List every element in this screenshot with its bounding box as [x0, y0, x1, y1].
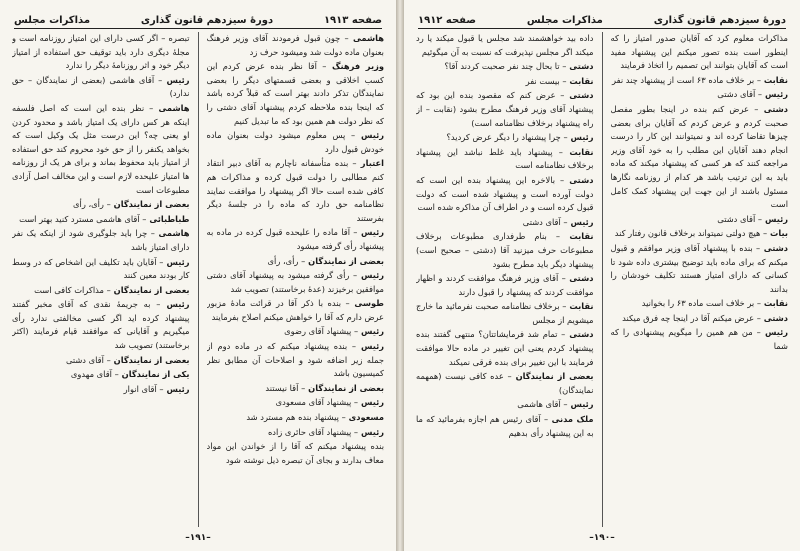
speaker-name: ملک مدنی [548, 414, 594, 425]
speech-text: – بنده با پیشنهاد آقای وزیر موافقم و قبول میکنم که برای ماده باید توضیح بیشتری داده شود تا کسانی که دارای امتیاز هستند تکلیف خودشان را بدانند [610, 242, 788, 294]
speech-text: – برخلاف نظامنامه صحبت نفرمائید ما خارج میشویم از مجلس [416, 301, 594, 325]
speech-paragraph [12, 383, 190, 397]
speech-text: – بالاخره این پیشنهاد بنده این است که دولت آورده است و پیشنهاد شده است که دولت قبول کرده است و در اطراف آن مذاکره شده است [416, 174, 594, 213]
speech-text: – پیشنهاد آقای رضوی [284, 326, 359, 337]
speech-text: – آقای انوار [123, 383, 164, 394]
speech-text: – بنده متأسفانه ناچارم به آقای دبیر انتقاد کنم مطالبی را دولت قبول کرده و مذاکرات هم کافی شده است حالا اگر پیشنهاد را موافقت نمایند نظامنامه حق دارد که ماده را در جلسهٔ دیگر بفرستند [206, 158, 384, 223]
speaker-name: هاشمی [154, 228, 190, 239]
left-page-right-column [207, 32, 385, 527]
speech-text: – تا بحال چند نفر صحبت کردند آقا؟ [444, 61, 567, 72]
speech-text: – آقای دشتی [717, 89, 763, 100]
right-page-left-column [416, 32, 594, 527]
speaker-name: دشتی [565, 329, 594, 340]
speaker-name: هاشمی [348, 33, 384, 43]
speaker-name: رئیس [356, 341, 384, 352]
speech-text: – آقای وزیر فرهنگ موافقت کردند و اظهار موافقت کردند که پیشنهاد را قبول دارند [416, 273, 594, 297]
speech-text: – آقای هاشمی (بعضی از نمایندگان – حق ندارد) [12, 74, 190, 99]
speech-text: مذاکرات معلوم کرد که آقایان صدور امتیاز را که اینطور است بنده تصور میکنم این پیشنهاد مفید است که آقایان بتوانند این تصمیم را اتخاذ فرمایند [610, 33, 788, 71]
speaker-name: دشتی [564, 174, 594, 185]
speech-paragraph [207, 426, 385, 440]
right-page [404, 0, 800, 551]
speaker-name: دشتی [564, 90, 594, 101]
speaker-name: بعضی از نمایندگان [110, 354, 190, 365]
speech-paragraph [416, 272, 594, 299]
speaker-name: نقابت [562, 146, 594, 157]
speech-paragraph [207, 157, 385, 225]
speech-text: – آقا ماده را علیحده قبول کرده در ماده به پیشنهاد رأی گرفته میشود [206, 227, 384, 251]
speech-text: – عرض کنم بنده در اینجا بطور مفصل صحبت کردم و عرض کردم که آقایان برای بعضی چیزها تقاضا کرده اند و نمیتوانند این کار را درست انجام دهند آقایان این مطلب را به خود آقای وزیر مراجعه کنند که هر کسی که پیشنهاد میکند که ماده باید به این ترتیب باشد هر کدام از روزنامه نگارها مسئول باشند از این جهت این پیشنهاد کمک کامل است [610, 103, 788, 210]
speaker-name: رئیس [357, 227, 384, 238]
speaker-name: رئیس [358, 326, 384, 337]
speech-paragraph [12, 256, 190, 283]
speech-paragraph [416, 398, 594, 412]
speech-text: – من هم همین را میگویم پیشنهادی را که شما [610, 327, 788, 352]
speech-paragraph [416, 300, 594, 327]
speech-text: – پیشنهاد آقای حائری زاده [267, 426, 359, 437]
left-page-left-column [12, 32, 190, 527]
speech-paragraph [416, 216, 594, 230]
speech-text: – عده کافی نیست (همهمه نمایندگان) [416, 371, 594, 395]
speech-text: – آقای مهدوی [70, 369, 119, 380]
speech-text: داده بید خواهشمند شد مجلس یا قبول میکند یا رد میکند اگر مجلس نپذیرفت که نسبت به آن میگوئیم [416, 33, 594, 57]
speaker-name: رئیس [760, 327, 788, 338]
speech-paragraph [611, 297, 789, 311]
speaker-name: بعضی از نمایندگان [110, 199, 190, 210]
speech-paragraph [12, 213, 190, 227]
speaker-name: رئیس [567, 132, 594, 143]
speech-text: – عرض کنم که مقصود بنده این بود که پیشنهاد آقای وزیر فرهنگ مطرح بشود (نقابت – از راه پیشنهاد برخلاف نظامنامه است) [416, 90, 594, 128]
speech-text: – بنده با ذکر آقا در قرائت مادهٔ مزبور عرض دارم که آقا را خواهش میکنم اصلاح بفرمایند [206, 298, 384, 322]
speech-paragraph [207, 255, 385, 269]
speech-text: – چرا باید جلوگیری شود از اینکه یک نفر دارای امتیاز باشد [12, 228, 190, 252]
speech-paragraph [416, 230, 594, 271]
speech-paragraph [207, 396, 385, 410]
left-page-columns [12, 32, 384, 527]
speech-text: – آقای هاشمی [517, 399, 568, 410]
left-page-header [14, 12, 382, 29]
speaker-name: رئیس [357, 270, 384, 281]
speech-paragraph [611, 326, 789, 353]
header-page-number: صفحه ۱۹۱۳ [323, 14, 382, 26]
speech-paragraph [611, 312, 789, 326]
speaker-name: دشتی [760, 242, 788, 253]
speaker-name: رئیس [567, 399, 594, 410]
speaker-name: رئیس [762, 89, 788, 100]
speech-paragraph [12, 284, 190, 298]
speech-paragraph [416, 75, 594, 89]
speech-paragraph [611, 227, 789, 241]
speech-paragraph [207, 440, 385, 467]
speech-paragraph [12, 74, 190, 101]
speaker-name: اعتبار [356, 158, 384, 169]
left-page [0, 0, 396, 551]
speech-text: – رأی، رأی [267, 255, 306, 266]
speech-paragraph [12, 368, 190, 382]
speech-paragraph [416, 174, 594, 215]
speech-text: تبصره – اگر کسی دارای این امتیاز روزنامه است و مجلهٔ دیگری دارد باید توقیف حق استفاده از امتیاز دیگر خود و اثر روزنامهٔ دیگر را ندارد [12, 33, 190, 71]
speech-paragraph [416, 413, 594, 440]
speaker-name: رئیس [163, 256, 190, 267]
column-divider [198, 32, 199, 527]
header-title: دورهٔ سیزدهم قانون گذاری [140, 14, 274, 26]
speech-paragraph [207, 411, 385, 425]
speech-paragraph [416, 32, 594, 59]
header-title: دورهٔ سیزدهم قانون گذاری [653, 14, 786, 26]
speaker-name: رئیس [162, 74, 190, 85]
speech-text: – بیست نفر [525, 75, 567, 86]
speech-text: – تمام شد فرمایشاتتان؟ منتهی گفتند بنده پیشنهاد کردم یعنی این تغییر در ماده حالا موافقت فرمایند با این تغییر برای بنده فرقی نمیکند [416, 329, 594, 367]
speech-text: – رأی گرفته میشود به پیشنهاد آقای دشتی موافقین برخیزند (عدهٔ برخاستند) تصویب شد [206, 270, 384, 294]
speech-paragraph [12, 102, 190, 197]
speech-paragraph [416, 60, 594, 74]
speaker-name: بعضی از نمایندگان [511, 371, 594, 382]
right-page-number: –۱۹۰– [589, 533, 615, 543]
speaker-name: رئیس [163, 383, 190, 394]
speech-text: – مذاکرات کافی است [34, 284, 111, 295]
speech-paragraph [416, 146, 594, 173]
speech-paragraph [12, 354, 190, 368]
speaker-name: وزیر فرهنگ [326, 61, 384, 72]
speaker-name: نقابت [761, 74, 788, 85]
speech-text: – عرض میکنم آقا در اینجا چه فرق میکند [622, 312, 761, 323]
speech-paragraph [611, 103, 789, 212]
speech-paragraph [12, 298, 190, 352]
speaker-name: طوسی [349, 298, 384, 309]
speech-paragraph [207, 325, 385, 339]
speech-paragraph [207, 129, 385, 156]
speaker-name: طباطبائی [146, 213, 190, 224]
speaker-name: رئیس [762, 213, 788, 224]
speaker-name: هاشمی [153, 102, 190, 113]
speech-text: بنده پیشنهاد میکنم که آقا را از خواندن این مواد معاف بدارند و بجای آن تبصره ذیل نوشته شود [206, 441, 384, 465]
speech-paragraph [207, 32, 385, 59]
speech-paragraph [207, 269, 385, 296]
speech-text: – آقا نظر بنده عرض کردم این کسب اخلاقی و بعضی قسمتهای دیگر را بعضی نمایندگان تذکر دادند بهتر است که قبلاً کرده باشد که اینجا بنده ملاحظه کردم پیشنهاد آقای دشتی را که نظر دولت هم همین بود که ما تبدیل کنیم [206, 61, 384, 126]
speaker-name: دشتی [758, 103, 788, 114]
speech-text: – بنام طرفداری مطبوعات برخلاف مطبوعات حرف میزنید آقا (دشتی – صحیح است) پیشنهاد دیگر باید مطرح بشود [416, 231, 594, 269]
speech-text: – آقای هاشمی مسترد کنید بهتر است [19, 213, 147, 224]
right-page-right-column [611, 32, 789, 527]
speech-paragraph [12, 227, 190, 254]
speaker-name: دشتی [565, 273, 594, 284]
speech-paragraph [12, 198, 190, 212]
speaker-name: رئیس [567, 216, 594, 227]
speech-text: – بنده پیشنهاد میکنم که در ماده دوم از جمله زیر اضافه شود و اصلاحات آن مطابق نظر کمیسیون باشد [206, 341, 384, 379]
speaker-name: مسعودی [345, 412, 384, 423]
speech-text: – آقای دشتی [717, 213, 763, 224]
speaker-name: بعضی از نمایندگان [110, 284, 190, 295]
speech-text: – آقایان باید تکلیف این اشخاص که در وسط کار بودند معین کنند [12, 256, 190, 281]
right-page-columns [416, 32, 788, 527]
right-page-header [418, 12, 786, 29]
speaker-name: نقابت [566, 75, 594, 86]
header-page-number: صفحه ۱۹۱۲ [418, 14, 477, 26]
speech-paragraph [416, 89, 594, 130]
speech-text: – آقای دشتی [65, 354, 111, 365]
speaker-name: نقابت [566, 301, 594, 312]
speech-paragraph [611, 74, 789, 88]
speaker-name: دشتی [566, 61, 594, 72]
speaker-name: رئیس [355, 130, 384, 141]
speech-text: – آقا نیستند [265, 382, 306, 393]
header-section: مذاکرات مجلس [14, 14, 91, 26]
speaker-name: رئیس [358, 426, 384, 437]
header-section: مذاکرات مجلس [526, 14, 603, 26]
speech-text: – پس معلوم میشود دولت بعنوان ماده خودش قبول دارد [206, 130, 384, 154]
speaker-name: بیات [767, 228, 788, 239]
speech-paragraph [207, 60, 385, 128]
speech-text: – بر خلاف است ماده ۶۳ را بخوانید [641, 298, 761, 309]
speech-text: – بر خلاف ماده ۶۳ است از پیشنهاد چند نفر [612, 74, 761, 85]
speech-text: – رأی، رأی [73, 199, 111, 210]
speech-paragraph [416, 370, 594, 397]
speech-paragraph [611, 213, 789, 227]
speech-paragraph [416, 131, 594, 145]
speech-text: – هیچ دولتی نمیتواند برخلاف قانون رفتار کند [614, 228, 768, 239]
speech-text: – پیشنهاد باید غلط نباشد این پیشنهاد برخلاف نظامنامه است [416, 146, 594, 171]
speech-text: – به جریمهٔ نقدی که آقای مخبر گفتند پیشنهاد کرده اید اگر کسی مخالفتی ندارد رأی میگیریم و آقایانی که موافقند قیام فرمایند (اکثر برخاستند) تصویب شد [12, 299, 190, 351]
speaker-name: یکی از نمایندگان [118, 369, 190, 380]
column-divider [602, 32, 603, 527]
speech-paragraph [207, 297, 385, 324]
speech-text: – پیشنهاد آقای مسعودی [275, 397, 359, 408]
speech-paragraph [207, 382, 385, 396]
book-gutter [396, 0, 404, 551]
speaker-name: بعضی از نمایندگان [305, 382, 384, 393]
speech-paragraph [207, 226, 385, 253]
speaker-name: دشتی [760, 312, 788, 323]
speaker-name: نقابت [560, 231, 594, 242]
speaker-name: رئیس [358, 397, 384, 408]
speaker-name: نقابت [761, 298, 788, 309]
speaker-name: بعضی از نمایندگان [305, 255, 384, 266]
speech-paragraph [12, 32, 190, 73]
speech-text: – چون قبول فرمودند آقای وزیر فرهنگ بعنوان ماده دولت شد ومیشود حرف زد [206, 33, 384, 57]
speech-paragraph [611, 88, 789, 102]
speech-text: – چرا پیشنهاد را دیگر عرض کردید؟ [446, 132, 568, 143]
left-page-number: –۱۹۱– [185, 533, 211, 543]
speech-text: – نظر بنده این است که اصل فلسفه اینکه هر کس دارای یک امتیاز باشد و محدود کردن او یعنی چه؟ این درست مثل یک وکیل است که بخواهد یکنفر را از حق خود محروم کند حق استفاده از امتیاز باید محفوظ بماند و برای هر یک از روزنامه ها امتیاز علیحده لازم است و این مخالف اصل آزادی مطبوعات است [12, 102, 190, 195]
speaker-name: رئیس [160, 299, 190, 310]
speech-paragraph [611, 32, 789, 73]
speech-text: – پیشنهاد بنده هم مسترد شد [246, 412, 346, 423]
speech-text: – آقای دشتی [522, 216, 568, 227]
speech-paragraph [207, 340, 385, 381]
speech-text: – آقای رئیس هم اجازه بفرمائید که ما به این پیشنهاد رأی بدهیم [416, 414, 594, 438]
speech-paragraph [611, 242, 789, 296]
speech-paragraph [416, 328, 594, 369]
